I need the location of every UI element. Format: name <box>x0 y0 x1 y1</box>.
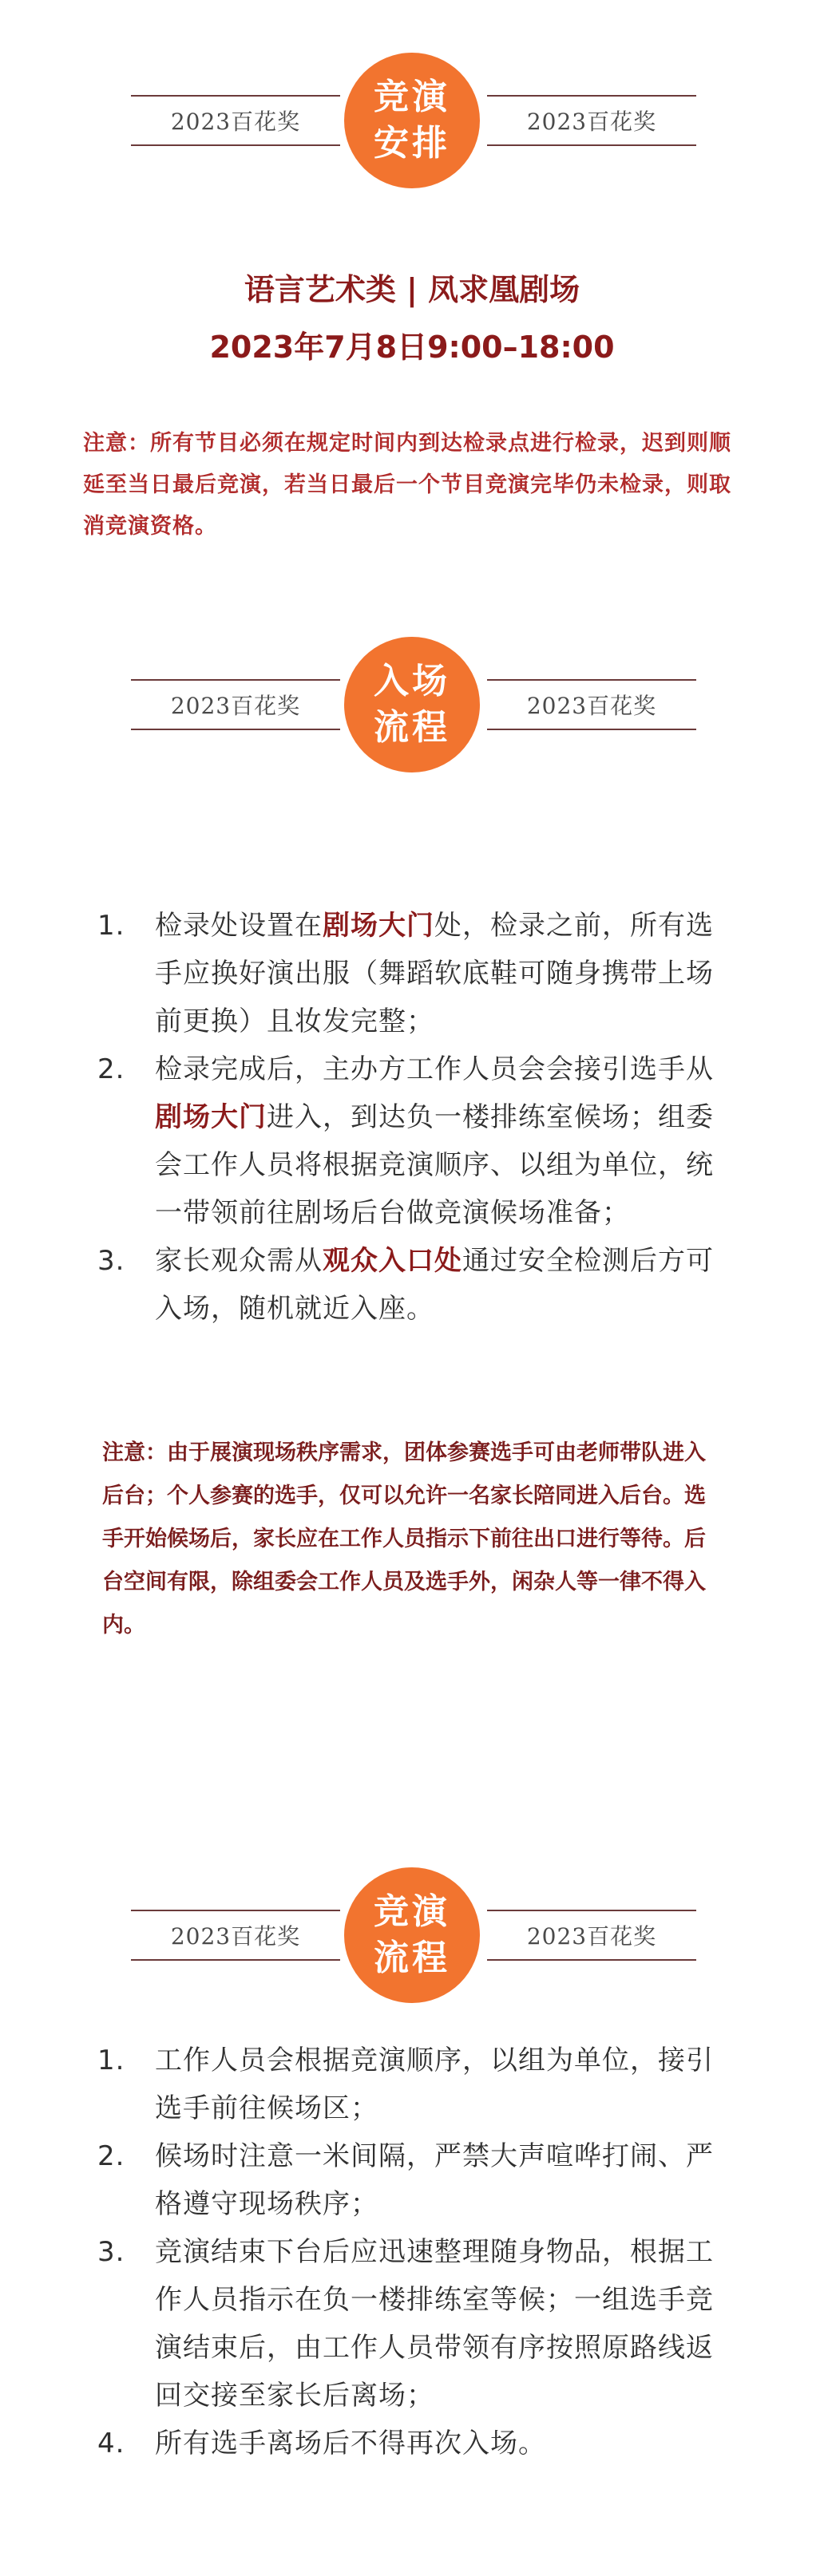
step-text: 竞演结束下台后应迅速整理随身物品，根据工作人员指示在负一楼排练室等候；一组选手竞演结束后，由工作人员带领有序按照原路线返回交接至家长后离场； <box>155 2236 714 2412</box>
list-number: 2. <box>97 2140 125 2172</box>
list-item <box>97 2037 736 2132</box>
list-item <box>97 2132 736 2228</box>
header-tag-left <box>131 95 340 146</box>
step-text: 工作人员会根据竞演顺序，以组为单位，接引选手前往候场区； <box>155 2045 714 2124</box>
list-number: 3. <box>97 2236 125 2268</box>
badge-perform <box>344 1867 480 2003</box>
step-text: 处，检录之前，所有选手应换好演出服（舞蹈软底鞋可随身携带上场前更换）且妆发完整； <box>155 910 714 1037</box>
highlight-text: 剧场大门 <box>323 910 434 942</box>
section-header-perform <box>0 1851 824 2019</box>
badge-line-2: 流程 <box>374 707 450 748</box>
header-tag-right <box>487 1910 696 1961</box>
step-text: 检录完成后，主办方工作人员会会接引选手从 <box>155 1053 714 1085</box>
section-header-schedule <box>0 37 824 204</box>
schedule-note: 注意：所有节目必须在规定时间内到达检录点进行检录，迟到则顺延至当日最后竞演，若当日最后一个节目竞演完毕仍未检录，则取消竞演资格。 <box>83 431 731 539</box>
header-tag-left <box>131 1910 340 1961</box>
list-number: 1. <box>97 2045 125 2076</box>
section-header-entry <box>0 621 824 788</box>
badge-line-1: 竞演 <box>374 77 450 117</box>
list-item <box>97 2228 736 2420</box>
perform-steps <box>97 2037 736 2467</box>
step-text: 进入，到达负一楼排练室候场；组委会工作人员将根据竞演顺序、以组为单位，统一带领前往剧场后台做竞演候场准备； <box>155 1101 714 1229</box>
list-item <box>97 1045 736 1237</box>
badge-line-1: 入场 <box>374 661 450 701</box>
list-number: 2. <box>97 1053 125 1085</box>
list-number: 3. <box>97 1245 125 1277</box>
header-tag-right <box>487 679 696 730</box>
badge-schedule <box>344 53 480 188</box>
header-tag-text: 2023百花奖 <box>526 693 657 719</box>
step-text: 所有选手离场后不得再次入场。 <box>155 2428 546 2459</box>
highlight-text: 观众入口处 <box>323 1245 462 1277</box>
list-number: 4. <box>97 2428 125 2459</box>
step-text: 检录处设置在 <box>155 910 323 942</box>
entry-steps <box>97 902 736 1333</box>
badge-line-2: 流程 <box>374 1938 450 1978</box>
step-text: 通过安全检测后方可入场，随机就近入座。 <box>155 1245 714 1325</box>
header-tag-text: 2023百花奖 <box>170 693 301 719</box>
header-tag-text: 2023百花奖 <box>526 1923 657 1950</box>
header-tag-text: 2023百花奖 <box>170 1923 301 1950</box>
venue-title: 语言艺术类 | 凤求凰剧场 <box>244 272 580 307</box>
badge-line-1: 竞演 <box>374 1891 450 1932</box>
list-item <box>97 2420 736 2467</box>
step-text: 候场时注意一米间隔，严禁大声喧哗打闹、严格遵守现场秩序； <box>155 2140 714 2220</box>
list-item <box>97 902 736 1045</box>
badge-line-2: 安排 <box>374 123 450 164</box>
list-item <box>97 1237 736 1333</box>
list-number: 1. <box>97 910 125 942</box>
entry-note: 注意：由于展演现场秩序需求，团体参赛选手可由老师带队进入后台；个人参赛的选手，仅可以允许一名家长陪同进入后台。选手开始候场后，家长应在工作人员指示下前往出口进行等待。后台空间有限，除组委会工作人员及选手外，闲杂人等一律不得入内。 <box>102 1440 706 1638</box>
highlight-text: 剧场大门 <box>155 1101 267 1133</box>
step-text: 家长观众需从 <box>155 1245 323 1277</box>
datetime-title: 2023年7月8日9:00–18:00 <box>209 330 615 365</box>
badge-entry <box>344 637 480 772</box>
header-tag-text: 2023百花奖 <box>170 109 301 135</box>
header-tag-left <box>131 679 340 730</box>
header-tag-text: 2023百花奖 <box>526 109 657 135</box>
header-tag-right <box>487 95 696 146</box>
